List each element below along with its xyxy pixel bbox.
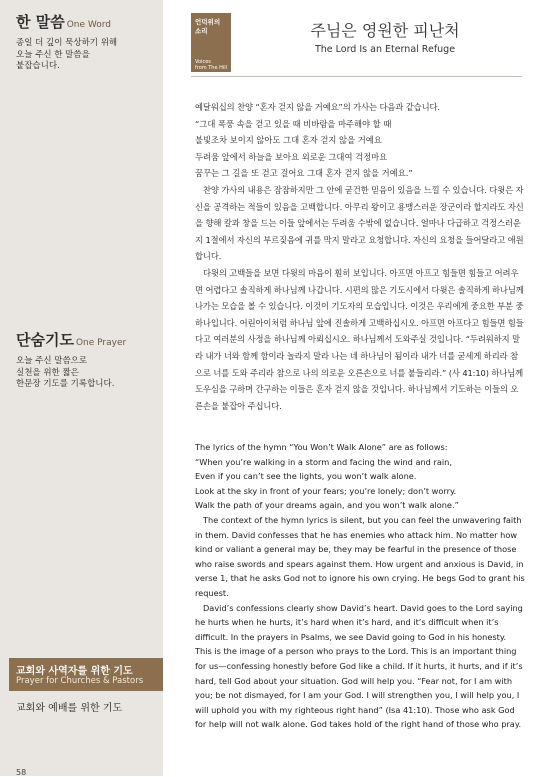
prayer-churches-banner: 교회와 사역자를 위한 기도 Prayer for Churches & Pastors — [9, 658, 163, 691]
prayer-churches-subtitle: 교회와 예배를 위한 기도 — [16, 703, 123, 714]
sidebar — [0, 0, 163, 776]
english-lyrics: “When you’re walking in a storm and facing the wind and rain, Even if you can’t see the lights, you won’t walk alone. Look at the sky in front of your fears; you’re lonely; don’t worry. Walk the path of your dreams again, and you won’t walk alone.” — [195, 456, 459, 511]
english-paragraph-1: The context of the hymn lyrics is silent, but you can feel the unwavering faith in them. David confesses that he has enemies who attack him. No matter how kind or valiant a general may be, they may be fearful in the presence of those who raise swords and spears against them. How urgent and anxious is David, in verse 1, that he asks God not to ignore his own crying. He begs God to grant his request. — [195, 514, 525, 598]
one-prayer-section — [16, 331, 156, 391]
header-divider — [191, 76, 522, 77]
english-paragraph-2: David’s confessions clearly show David’s heart. David goes to the Lord saying he hurts when he hurts, it’s hard when it’s hard, and it’s difficult when it’s difficult. In the prayers in Psalms, we see David going to God in his honesty. This is the image of a person who prays to the Lord. This is an important thing for us—confessing honestly before God like a child. If it hurts, it hurts, and if it’s hard, tell God about your situation. God will help you. “Fear not, for I am with you; be not dismayed, for I am your God. I will strengthen you, I will help you, I will uphold you with my righteous right hand” (Isa 41:10). Those who ask God for help will not walk alone. God takes hold of the right hand of those who pray. — [195, 602, 523, 730]
korean-intro: 예달워십의 찬양 “혼자 걷지 않을 거예요”의 가사는 다음과 같습니다. — [195, 102, 440, 112]
korean-paragraph-2: 다윗의 고백들을 보면 다윗의 마음이 훤히 보입니다. 아프면 아프고 힘들면 힘들고 어려우면 어렵다고 솔직하게 하나님께 나갑니다. 시편의 많은 기도시에서 다윗은 솔직하게 하나님께 나가는 모습을 볼 수 있습니다. 이것이 기도자의 모습입니다. 이것은 우리에게 중요한 부분 중 하나입니다. 어린아이처럼 하나님 앞에 진솔하게 고백하십시오. 아프면 아프다고 힘들면 힘들다고 여러분의 사정을 하나님께 아뢰십시오. 하나님께서 도와주실 것입니다. “두려워하지 말라 내가 너와 함께 함이라 놀라지 말라 나는 네 하나님이 됨이라 내가 너를 굳세게 하리라 참으로 너를 도와 주리라 참으로 나의 의로운 오른손으로 너를 붙들리라.” (사 41:10) 하나님께 도우심을 구하며 간구하는 이들은 혼자 걷지 않을 것입니다. 하나님께서 기도하는 이들의 오른손을 붙잡아 주십니다. — [195, 267, 524, 411]
one-prayer-desc: 오늘 주신 말씀으로 실천을 위한 짧은 한문장 기도를 기록합니다. — [16, 356, 115, 389]
page-number: 58 — [16, 768, 27, 777]
korean-lyrics: “그대 폭풍 속을 걷고 있을 때 비바람을 마주해야 할 때 불빛조차 보이지 않아도 그대 혼자 걷지 않을 거예요 두려움 앞에서 하늘을 보아요 외로운 그대여 걱정마요 꿈꾸는 그 길을 또 걷고 걸어요 그대 혼자 걷지 않을 거예요.” — [195, 118, 413, 179]
voices-from-the-hill-badge: 언덕위의 소리 Voices from The Hill — [191, 13, 231, 72]
one-word-section — [16, 13, 156, 73]
page-title: 주님은 영원한 피난처 — [310, 21, 460, 40]
english-intro: The lyrics of the hymn “You Won’t Walk Alone” are as follows: — [195, 442, 448, 452]
one-word-title: 한 말씀 One Word — [16, 13, 112, 31]
english-body — [195, 440, 525, 732]
one-prayer-title: 단숨기도 One Prayer — [16, 331, 127, 349]
korean-body — [195, 99, 525, 414]
one-word-desc: 종일 더 깊이 묵상하기 위해 오늘 주신 한 말씀을 붙잡습니다. — [16, 38, 118, 71]
page-subtitle: The Lord Is an Eternal Refuge — [314, 44, 456, 55]
korean-paragraph-1: 찬양 가사의 내용은 잠잠하지만 그 안에 굳건한 믿음이 있음을 느낄 수 있습니다. 다윗은 자신을 공격하는 적들이 있음을 고백합니다. 아무리 왕이고 용맹스러운 장군이라 할지라도 자신을 향해 칼과 창을 드는 이들 앞에서는 두려움 수밖에 없습니다. 얼마나 다급하고 걱정스러운지 1절에서 자신의 부르짖음에 귀를 막지 말라고 요청합니다. 자신의 요청을 들어달라고 애원합니다. — [195, 184, 524, 262]
